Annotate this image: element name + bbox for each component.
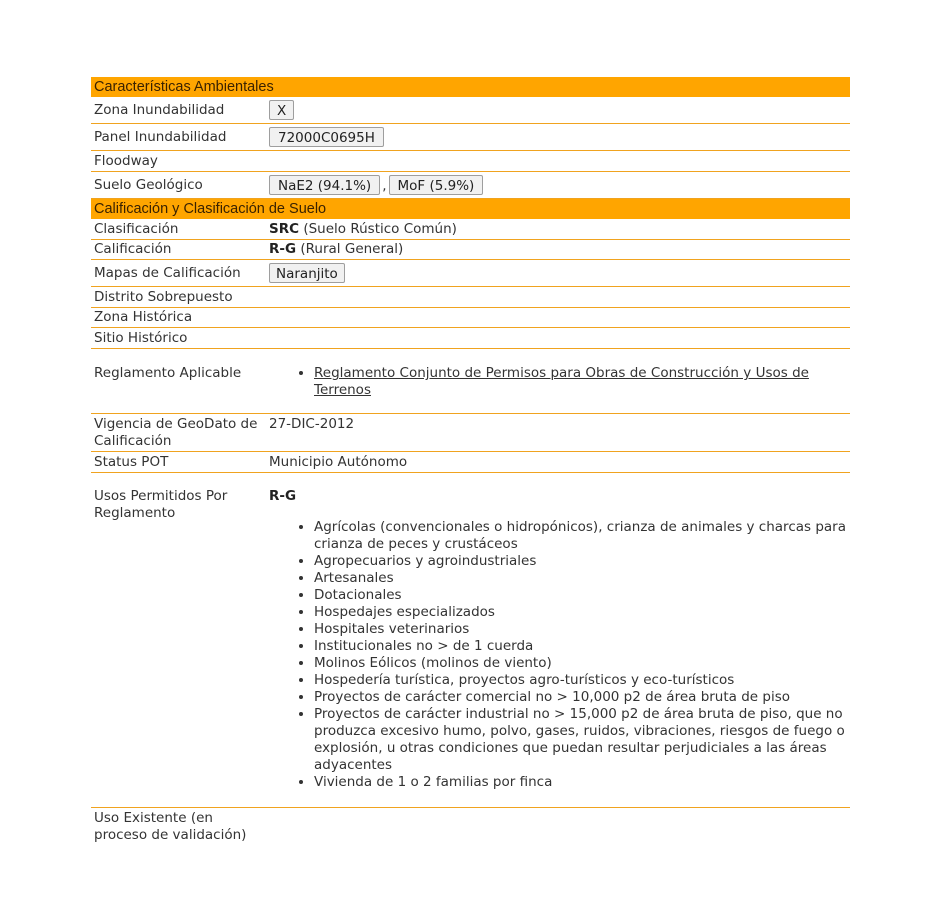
label-zona-historica: Zona Histórica (94, 309, 193, 325)
zona-inundabilidad-button[interactable]: X (269, 100, 294, 120)
calificacion-desc: (Rural General) (300, 241, 404, 257)
uso-permitido-item: • Hospedajes especializados (314, 604, 850, 621)
label-reglamento-aplicable: Reglamento Aplicable (94, 365, 242, 381)
row-suelo-geologico (91, 172, 850, 199)
suelo-mof-button[interactable]: MoF (5.9%) (389, 175, 484, 195)
row-floodway (91, 151, 850, 172)
suelo-separator: , (382, 178, 387, 194)
uso-permitido-item: • Artesanales (314, 570, 850, 587)
label-calificacion: Calificación (94, 241, 172, 257)
usos-permitidos-list (269, 519, 850, 791)
row-status-pot (91, 452, 850, 473)
uso-permitido-item: • Vivienda de 1 o 2 familias por finca (314, 774, 850, 791)
row-reglamento-aplicable (91, 349, 850, 414)
row-vigencia (91, 414, 850, 452)
uso-permitido-item: • Hospitales veterinarios (314, 621, 850, 638)
clasificacion-code: SRC (269, 220, 300, 237)
uso-permitido-item: • Institucionales no > de 1 cuerda (314, 638, 850, 655)
row-zona-inundabilidad (91, 97, 850, 124)
label-uso-existente: Uso Existente (en proceso de validación) (94, 810, 247, 843)
label-clasificacion: Clasificación (94, 220, 179, 237)
label-distrito-sobrepuesto: Distrito Sobrepuesto (94, 288, 233, 305)
row-usos-permitidos (91, 473, 850, 808)
section-header-ambiental: Características Ambientales (91, 77, 850, 97)
row-calificacion (91, 240, 850, 260)
label-suelo-geologico: Suelo Geológico (94, 176, 203, 193)
label-mapas-calificacion: Mapas de Calificación (94, 264, 241, 281)
row-distrito-sobrepuesto (91, 287, 850, 308)
label-floodway: Floodway (94, 152, 158, 169)
property-info-table (91, 77, 850, 844)
uso-permitido-item: • Proyectos de carácter comercial no > 10,000 p2 de área bruta de piso (314, 689, 850, 706)
row-zona-historica (91, 308, 850, 328)
label-status-pot: Status POT (94, 453, 169, 470)
label-sitio-historico: Sitio Histórico (94, 329, 188, 346)
label-zona-inundabilidad: Zona Inundabilidad (94, 101, 225, 118)
label-panel-inundabilidad: Panel Inundabilidad (94, 128, 227, 145)
mapa-naranjito-button[interactable]: Naranjito (269, 263, 345, 283)
label-usos-permitidos: Usos Permitidos Por Reglamento (94, 488, 228, 521)
reglamento-list-item (314, 365, 850, 399)
row-uso-existente (91, 808, 850, 844)
uso-permitido-item: • Dotacionales (314, 587, 850, 604)
calificacion-code: R-G (269, 241, 297, 257)
uso-permitido-item: • Agropecuarios y agroindustriales (314, 553, 850, 570)
panel-inundabilidad-button[interactable]: 72000C0695H (269, 127, 384, 147)
uso-permitido-item: • Proyectos de carácter industrial no > 15,000 p2 de área bruta de piso, que no produzca excesivo humo, polvo, gases, ruidos, vibraciones, riesgos de fuego o explosión, u otras condiciones que puedan resultar perjudiciales a las áreas adyacentes (314, 706, 850, 774)
usos-code: R-G (269, 488, 297, 504)
status-pot-value: Municipio Autónomo (269, 453, 408, 470)
label-vigencia: Vigencia de GeoDato de Calificación (94, 416, 258, 449)
row-clasificacion (91, 219, 850, 240)
row-mapas-calificacion (91, 260, 850, 287)
row-sitio-historico (91, 328, 850, 349)
vigencia-value: 27-DIC-2012 (269, 416, 355, 432)
uso-permitido-item: • Hospedería turística, proyectos agro-turísticos y eco-turísticos (314, 672, 850, 689)
row-panel-inundabilidad (91, 124, 850, 151)
reglamento-list (269, 365, 850, 399)
uso-permitido-item: • Agrícolas (convencionales o hidropónicos), crianza de animales y charcas para crianza de peces y crustáceos (314, 519, 850, 553)
section-header-calificacion: Calificación y Clasificación de Suelo (91, 199, 850, 219)
suelo-nae2-button[interactable]: NaE2 (94.1%) (269, 175, 380, 195)
clasificacion-desc: (Suelo Rústico Común) (303, 220, 457, 237)
reglamento-conjunto-link[interactable]: Reglamento Conjunto de Permisos para Obras de Construcción y Usos de Terrenos (314, 365, 809, 398)
uso-permitido-item: • Molinos Eólicos (molinos de viento) (314, 655, 850, 672)
